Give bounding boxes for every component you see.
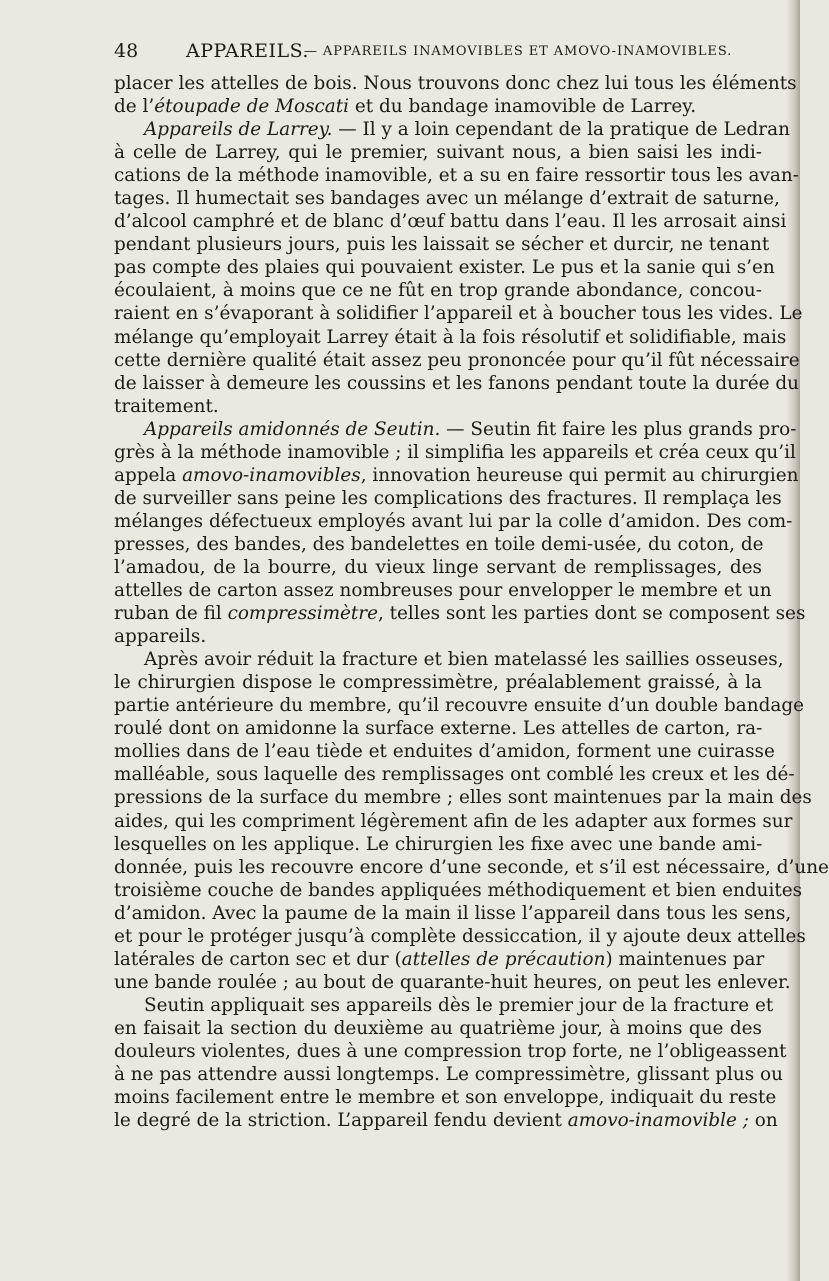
line-text: — Il y a loin cependant de la pratique de Ledran: [332, 119, 790, 141]
line-text: raient en s’évaporant à solidifier l’appareil et à boucher tous les vides. Le: [114, 303, 803, 325]
line-text: pas compte des plaies qui pouvaient exister. Le pus et la sanie qui s’en: [114, 257, 775, 279]
running-title: APPAREILS.: [186, 40, 309, 62]
text-line: [114, 625, 762, 648]
line-text: mélange qu’employait Larrey était à la fois résolutif et solidifiable, mais: [114, 326, 787, 348]
text-line: [114, 279, 762, 302]
line-text: lesquelles on les applique. Le chirurgien les fixe avec une bande ami-: [114, 833, 763, 855]
line-text: moins facilement entre le membre et son enveloppe, indiquait du reste: [114, 1087, 777, 1109]
text-line: [114, 740, 775, 763]
line-text: latérales de carton sec et dur (: [114, 948, 402, 970]
text-line: [114, 141, 762, 164]
line-text: , innovation heureuse qui permit au chirurgien: [360, 464, 799, 486]
line-text: on: [748, 1110, 778, 1132]
italic-text: amovo-inamovibles: [182, 464, 361, 486]
text-line: [114, 441, 796, 464]
line-text: douleurs violentes, dues à une compression trop forte, ne l’obligeassent: [114, 1040, 787, 1062]
italic-text: attelles de précaution: [401, 948, 606, 970]
text-line: [114, 187, 780, 210]
running-subtitle: — APPAREILS INAMOVIBLES ET AMOVO-INAMOVIBLES.: [304, 44, 733, 59]
line-text: — Seutin fit faire les plus grands pro-: [440, 418, 797, 440]
text-line: [114, 233, 770, 256]
text-line: [114, 326, 787, 349]
text-line: [114, 256, 775, 279]
text-line: [114, 1040, 787, 1063]
line-text: ruban de fil: [114, 603, 228, 625]
line-text: de laisser à demeure les coussins et les fanons pendant toute la durée du: [114, 372, 799, 394]
text-line: [114, 763, 795, 786]
text-line: [114, 879, 803, 902]
italic-text: compressimètre: [227, 603, 378, 625]
text-line: [114, 833, 762, 856]
text-line: [114, 510, 793, 533]
running-header: [114, 40, 764, 70]
text-line: [114, 95, 762, 118]
line-text: pressions de la surface du membre ; elles sont maintenues par la main des: [114, 787, 812, 809]
line-text: , telles sont les parties dont se composent ses: [377, 603, 806, 625]
text-line: [114, 579, 772, 602]
text-line: [114, 648, 784, 671]
text-line: [114, 902, 792, 925]
line-text: ) maintenues par: [605, 948, 765, 970]
text-line: [114, 694, 804, 717]
text-line: [114, 164, 799, 187]
text-line: [114, 556, 762, 579]
line-text: troisième couche de bandes appliquées méthodiquement et bien enduites: [114, 879, 803, 901]
line-text: cette dernière qualité était assez peu prononcée pour qu’il fût nécessaire: [114, 349, 800, 371]
line-text: attelles de carton assez nombreuses pour envelopper le membre et un: [114, 580, 772, 602]
line-text: pendant plusieurs jours, puis les laissait se sécher et durcir, ne tenant: [114, 234, 770, 256]
line-text: d’amidon. Avec la paume de la main il lisse l’appareil dans tous les sens,: [114, 902, 792, 924]
line-text: et du bandage inamovible de Larrey.: [349, 96, 697, 118]
line-text: partie antérieure du membre, qu’il recouvre ensuite d’un double bandage: [114, 695, 804, 717]
line-text: presses, des bandes, des bandelettes en toile demi-usée, du coton, de: [114, 533, 764, 555]
italic-text: Appareils de Larrey.: [144, 119, 333, 141]
page-edge-shadow: [786, 0, 800, 1281]
line-text: de surveiller sans peine les complications des fractures. Il remplaça les: [114, 487, 782, 509]
text-line: [114, 810, 793, 833]
text-line: [114, 418, 797, 441]
text-line: [114, 395, 762, 418]
line-text: malléable, sous laquelle des remplissages ont comblé les creux et les dé-: [114, 764, 795, 786]
line-text: et pour le protéger jusqu’à complète dessiccation, il y ajoute deux attelles: [114, 925, 806, 947]
line-text: tages. Il humectait ses bandages avec un mélange d’extrait de saturne,: [114, 188, 780, 210]
text-line: [114, 786, 812, 809]
text-line: [114, 994, 774, 1017]
line-text: appareils.: [114, 626, 207, 648]
line-text: cations de la méthode inamovible, et a su en faire ressortir tous les avan-: [114, 165, 799, 187]
text-line: [114, 1017, 762, 1040]
line-text: le chirurgien dispose le compressimètre, préalablement graissé, à la: [114, 672, 762, 694]
body-text: [114, 72, 829, 1132]
line-text: à celle de Larrey, qui le premier, suivant nous, a bien saisi les indi-: [114, 142, 762, 164]
text-line: [114, 1063, 783, 1086]
line-text: en faisait la section du deuxième au quatrième jour, à moins que des: [114, 1017, 762, 1039]
line-text: à ne pas attendre aussi longtemps. Le compressimètre, glissant plus ou: [114, 1064, 783, 1086]
text-line: [114, 1086, 777, 1109]
text-line: [114, 533, 762, 556]
line-text: donnée, puis les recouvre encore d’une seconde, et s’il est nécessaire, d’une: [114, 856, 829, 878]
text-line: [114, 717, 762, 740]
line-text: de l’: [114, 96, 155, 118]
italic-text: amovo-inamovible ;: [567, 1110, 749, 1132]
italic-text: Appareils amidonnés de Seutin.: [144, 418, 441, 440]
text-line: [114, 118, 790, 141]
line-text: l’amadou, de la bourre, du vieux linge servant de remplissages, des: [114, 556, 762, 578]
text-line: [114, 372, 799, 395]
line-text: une bande roulée ; au bout de quarante-huit heures, on peut les enlever.: [114, 971, 791, 993]
text-line: [114, 302, 803, 325]
line-text: mollies dans de l’eau tiède et enduites d’amidon, forment une cuirasse: [114, 741, 775, 763]
text-line: [114, 487, 782, 510]
line-text: le degré de la striction. L’appareil fendu devient: [114, 1110, 568, 1132]
line-text: Après avoir réduit la fracture et bien matelassé les saillies osseuses,: [144, 649, 784, 671]
line-text: d’alcool camphré et de blanc d’œuf battu dans l’eau. Il les arrosait ainsi: [114, 211, 787, 233]
page-number: 48: [114, 40, 139, 62]
text-line: [114, 971, 791, 994]
text-line: [114, 925, 806, 948]
italic-text: étoupade de Moscati: [154, 96, 350, 118]
line-text: Seutin appliquait ses appareils dès le premier jour de la fracture et: [144, 994, 774, 1016]
line-text: aides, qui les compriment légèrement afin de les adapter aux formes sur: [114, 810, 793, 832]
line-text: mélanges défectueux employés avant lui par la colle d’amidon. Des com-: [114, 510, 793, 532]
line-text: traitement.: [114, 395, 219, 417]
text-line: [114, 464, 799, 487]
line-text: grès à la méthode inamovible ; il simplifia les appareils et créa ceux qu’il: [114, 441, 796, 463]
line-text: placer les attelles de bois. Nous trouvons donc chez lui tous les éléments: [114, 73, 797, 94]
text-line: [114, 210, 787, 233]
text-line: [114, 671, 762, 694]
text-line: [114, 948, 765, 971]
text-line: [114, 349, 800, 372]
text-line: [114, 72, 797, 95]
line-text: roulé dont on amidonne la surface externe. Les attelles de carton, ra-: [114, 718, 763, 740]
text-line: [114, 602, 806, 625]
line-text: écoulaient, à moins que ce ne fût en trop grande abondance, concou-: [114, 280, 762, 302]
text-line: [114, 856, 829, 879]
line-text: appela: [114, 464, 183, 486]
text-line: [114, 1109, 778, 1132]
